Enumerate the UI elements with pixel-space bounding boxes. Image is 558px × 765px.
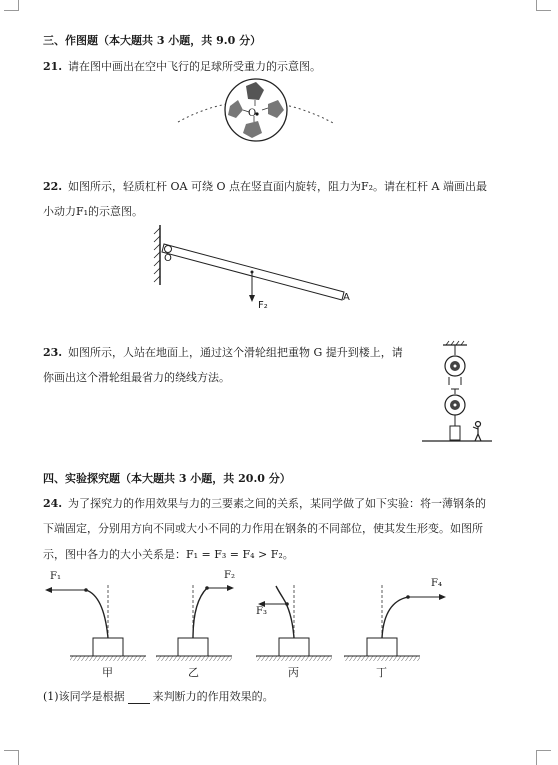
answer-blank[interactable] [128,693,150,704]
end-label-a: A [343,292,350,303]
question-text-line3: 示，图中各力的大小关系是：F₁ = F₃ = F₄ > F₂。 [43,548,294,561]
force-label-f1: F₁ [50,571,61,582]
figure-caption-ding: 丁 [376,666,387,679]
figure-yi [156,585,234,661]
question-text-line2: 小动力F₁的示意图。 [43,205,144,218]
question-number: 24. [43,497,63,510]
question-text-line2: 你画出这个滑轮组最省力的绕线方法。 [43,371,230,384]
question-text: 请在图中画出在空中飞行的足球所受重力的示意图。 [68,60,321,73]
pivot-label-o: O [164,253,172,264]
question-text-line2: 下端固定，分别用方向不同或大小不同的力作用在钢条的不同部位，使其发生形变。如图所 [43,522,483,535]
sub-question-1 [43,690,274,704]
question-text-line1: 为了探究力的作用效果与力的三要素之间的关系，某同学做了如下实验：将一薄钢条的 [68,497,486,510]
force-label-f2: F₂ [258,300,268,311]
figure-caption-yi: 乙 [188,666,199,679]
figure-caption-bing: 丙 [288,666,299,679]
figure-jia [45,585,146,661]
question-text-line1: 如图所示，人站在地面上，通过这个滑轮组把重物 G 提升到楼上，请 [68,346,403,359]
force-label-f2: F₂ [224,570,235,581]
force-label-f3: F₃ [256,606,267,617]
question-number: 21. [43,60,63,73]
figure-caption-jia: 甲 [102,666,113,679]
section-heading-drawing: 三、作图题（本大题共 3 小题，共 9.0 分） [43,34,262,47]
ball-center-label: O [248,108,257,119]
section-heading-experiment: 四、实验探究题（本大题共 3 小题，共 20.0 分） [43,472,291,485]
question-number: 22. [43,180,63,193]
figure-ding [344,585,446,661]
figure-bing [256,585,332,661]
sub-question-1-after: 来判断力的作用效果的。 [152,690,274,703]
force-label-f4: F₄ [431,578,442,589]
sub-question-1-before: (1)该同学是根据 [43,690,125,703]
question-text-line1: 如图所示，轻质杠杆 OA 可绕 O 点在竖直面内旋转，阻力为F₂。请在杠杆 A 端画出最 [68,180,487,193]
question-number: 23. [43,346,63,359]
